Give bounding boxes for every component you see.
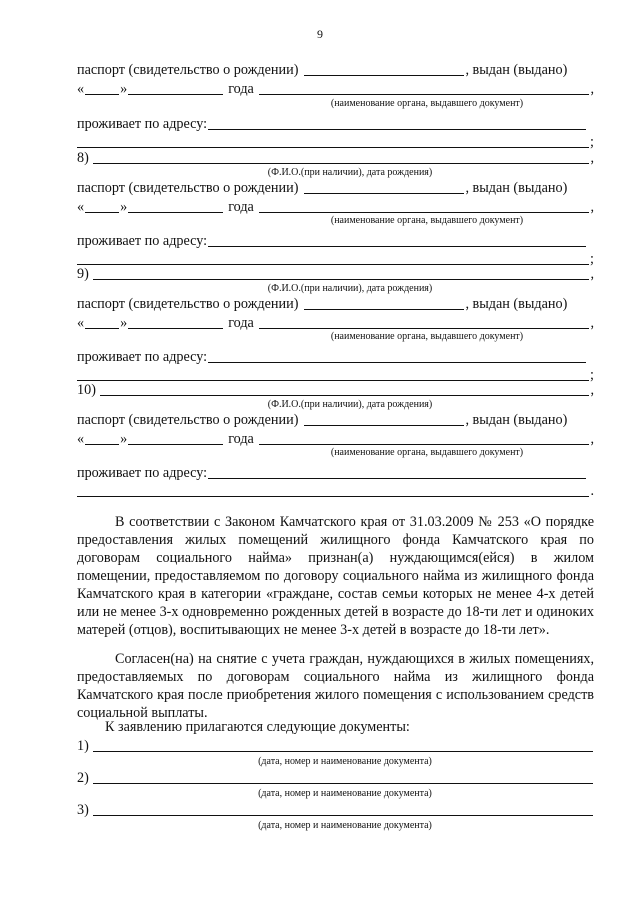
address-row (77, 347, 594, 365)
comma: , (590, 382, 594, 398)
address-field[interactable] (208, 350, 586, 363)
semicolon: ; (590, 134, 594, 150)
address-label: проживает по адресу: (77, 116, 208, 132)
person-row (77, 148, 594, 166)
address-row (77, 463, 594, 481)
org-caption: (наименование органа, выдавшего документ) (330, 331, 524, 342)
issued-label: , выдан (выдано) (465, 180, 568, 196)
document-number: 1) (77, 738, 89, 754)
comma: , (590, 150, 594, 166)
issued-label: , выдан (выдано) (465, 62, 568, 78)
address-field[interactable] (208, 234, 586, 247)
issue-date-row (77, 429, 594, 447)
passport-row (77, 294, 594, 312)
org-caption: (наименование органа, выдавшего документ) (330, 98, 524, 109)
address-field[interactable] (208, 117, 586, 130)
issue-month-field[interactable] (128, 82, 223, 95)
consent-paragraph: Согласен(на) на снятие с учета граждан, нуждающихся в жилых помещениях, предоставляемых по договорам социального найма из жилищного фонда Камчатского края после приобретения жилого помещения с использованием средств социальной выплаты. (77, 651, 594, 721)
issuing-authority-field[interactable] (259, 316, 590, 329)
semicolon: ; (590, 251, 594, 267)
fio-caption: (Ф.И.О.(при наличии), дата рождения) (267, 167, 433, 178)
org-caption: (наименование органа, выдавшего документ) (330, 447, 524, 458)
passport-number-field[interactable] (304, 63, 464, 76)
person-fio-field[interactable] (100, 383, 590, 396)
issuing-authority-field[interactable] (259, 200, 590, 213)
year-label: года (228, 199, 254, 215)
issue-date-row (77, 313, 594, 331)
address-row-2 (77, 481, 594, 499)
quote-open: « (77, 199, 85, 215)
address-label: проживает по адресу: (77, 465, 208, 481)
issue-day-field[interactable] (85, 316, 119, 329)
issue-month-field[interactable] (128, 200, 223, 213)
person-number: 10) (77, 382, 96, 398)
document-field[interactable] (93, 803, 593, 816)
quote-close: » (120, 431, 128, 447)
document-row (77, 736, 594, 754)
address-label: проживает по адресу: (77, 233, 208, 249)
quote-close: » (120, 315, 128, 331)
quote-close: » (120, 199, 128, 215)
attachments-heading: К заявлению прилагаются следующие документы: (105, 719, 410, 735)
year-label: года (228, 315, 254, 331)
passport-number-field[interactable] (304, 181, 464, 194)
page-number: 9 (317, 27, 323, 41)
person-row (77, 380, 594, 398)
address-field[interactable] (208, 466, 586, 479)
issuing-authority-field[interactable] (259, 432, 590, 445)
quote-open: « (77, 81, 85, 97)
passport-row (77, 60, 594, 78)
address-row (77, 114, 594, 132)
document-number: 2) (77, 770, 89, 786)
issue-month-field[interactable] (128, 432, 223, 445)
passport-label: паспорт (свидетельство о рождении) (77, 412, 299, 428)
doc-caption: (дата, номер и наименование документа) (258, 788, 432, 799)
person-number: 9) (77, 266, 89, 282)
address-field-2[interactable] (77, 135, 589, 148)
person-fio-field[interactable] (93, 151, 590, 164)
issuing-authority-field[interactable] (259, 82, 590, 95)
passport-label: паспорт (свидетельство о рождении) (77, 296, 299, 312)
passport-row (77, 178, 594, 196)
issued-label: , выдан (выдано) (465, 412, 568, 428)
person-number: 8) (77, 150, 89, 166)
issued-label: , выдан (выдано) (465, 296, 568, 312)
document-field[interactable] (93, 771, 593, 784)
comma: , (590, 81, 594, 97)
law-paragraph: В соответствии с Законом Камчатского края от 31.03.2009 № 253 «О порядке предоставления жилых помещений жилищного фонда Камчатского края по договорам социального найма» признан(а) нуждающимся(ейся) в жилом помещении, предоставляемом по договору социального найма из жилищного фонда Камчатского края в категории «граждане, состав семьи которых не менее 4-х детей или не менее 3-х одновременно рожденных детей в возрасте до 18-ти лет и одиноких матерей (отцов), воспитывающих не менее 3-х детей в возрасте до 18-ти лет». (77, 514, 594, 638)
comma: , (590, 431, 594, 447)
fio-caption: (Ф.И.О.(при наличии), дата рождения) (267, 283, 433, 294)
year-label: года (228, 431, 254, 447)
issue-month-field[interactable] (128, 316, 223, 329)
passport-number-field[interactable] (304, 297, 464, 310)
issue-date-row (77, 79, 594, 97)
year-label: года (228, 81, 254, 97)
document-row (77, 768, 594, 786)
period: . (590, 483, 594, 499)
address-field-2[interactable] (77, 484, 589, 497)
document-number: 3) (77, 802, 89, 818)
person-fio-field[interactable] (93, 267, 590, 280)
passport-row (77, 410, 594, 428)
semicolon: ; (590, 367, 594, 383)
passport-label: паспорт (свидетельство о рождении) (77, 62, 299, 78)
address-label: проживает по адресу: (77, 349, 208, 365)
issue-date-row (77, 197, 594, 215)
quote-close: » (120, 81, 128, 97)
comma: , (590, 199, 594, 215)
quote-open: « (77, 315, 85, 331)
fio-caption: (Ф.И.О.(при наличии), дата рождения) (267, 399, 433, 410)
issue-day-field[interactable] (85, 432, 119, 445)
issue-day-field[interactable] (85, 82, 119, 95)
org-caption: (наименование органа, выдавшего документ) (330, 215, 524, 226)
document-row (77, 800, 594, 818)
document-field[interactable] (93, 739, 593, 752)
comma: , (590, 266, 594, 282)
doc-caption: (дата, номер и наименование документа) (258, 756, 432, 767)
person-row (77, 264, 594, 282)
quote-open: « (77, 431, 85, 447)
passport-number-field[interactable] (304, 413, 464, 426)
address-row (77, 231, 594, 249)
issue-day-field[interactable] (85, 200, 119, 213)
comma: , (590, 315, 594, 331)
doc-caption: (дата, номер и наименование документа) (258, 820, 432, 831)
passport-label: паспорт (свидетельство о рождении) (77, 180, 299, 196)
